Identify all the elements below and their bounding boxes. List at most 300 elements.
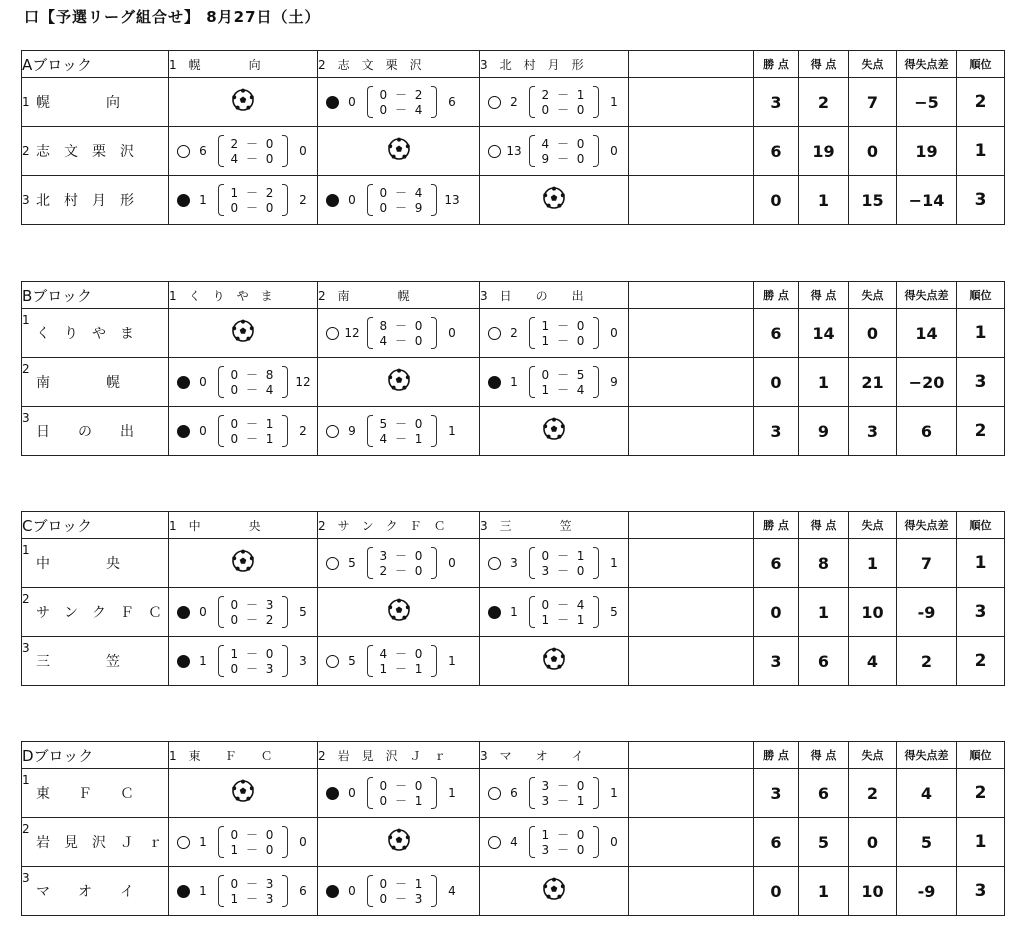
goal-difference-value: 2 — [897, 637, 957, 686]
match-result-cell — [480, 539, 629, 588]
win-circle-icon — [488, 557, 501, 570]
match-result-cell — [169, 867, 318, 916]
first-half-score: 0 － 3 — [230, 598, 276, 612]
soccer-ball-icon — [542, 186, 566, 210]
row-team-name: く り や ま — [36, 326, 134, 342]
second-half-score: 1 － 4 — [541, 383, 587, 397]
blank-cell — [629, 742, 754, 769]
second-half-score: 0 － 1 — [379, 794, 425, 808]
stat-header: 得 点 — [799, 742, 849, 769]
rank-value: 2 — [957, 78, 1005, 127]
row-team — [22, 127, 169, 176]
win-circle-icon — [326, 425, 339, 438]
self-match-cell — [480, 176, 629, 225]
ball-wrap — [387, 598, 411, 626]
win-circle-icon — [488, 787, 501, 800]
header-row — [22, 51, 1005, 78]
column-team-name: 日 の 出 — [499, 288, 584, 303]
first-half-score: 1 － 0 — [541, 319, 587, 333]
self-match-cell — [318, 358, 480, 407]
points-value: 6 — [754, 818, 799, 867]
goals-against-value: 2 — [849, 769, 897, 818]
soccer-ball-icon — [542, 647, 566, 671]
blank-cell — [629, 818, 754, 867]
first-half-score: 0 － 4 — [379, 186, 425, 200]
row-team-number: 2 — [22, 362, 30, 376]
column-team-number: 2 — [318, 748, 338, 763]
ball-wrap — [542, 647, 566, 675]
total-goals-for: 1 — [510, 375, 518, 389]
first-half-score: 0 － 4 — [541, 598, 587, 612]
total-goals-against: 12 — [295, 375, 311, 389]
self-match-cell — [318, 588, 480, 637]
half-scores — [216, 180, 290, 220]
half-scores — [216, 822, 290, 862]
total-goals-for: 12 — [344, 326, 360, 340]
blank-cell — [629, 51, 754, 78]
column-team-number: 1 — [169, 288, 189, 303]
column-team — [480, 51, 629, 78]
goals-against-value: 0 — [849, 127, 897, 176]
rank-value: 1 — [957, 127, 1005, 176]
blank-cell — [629, 127, 754, 176]
row-team — [22, 358, 169, 407]
stat-header: 失点 — [849, 282, 897, 309]
goal-difference-value: −14 — [897, 176, 957, 225]
header-row — [22, 282, 1005, 309]
blank-cell — [629, 637, 754, 686]
first-half-score: 2 － 1 — [541, 88, 587, 102]
league-block — [21, 281, 1005, 456]
total-goals-for: 1 — [510, 605, 518, 619]
column-team-number: 3 — [480, 748, 500, 763]
soccer-ball-icon — [387, 598, 411, 622]
match-result-cell — [169, 127, 318, 176]
rank-value: 1 — [957, 539, 1005, 588]
row-team — [22, 769, 169, 818]
total-goals-against: 9 — [610, 375, 618, 389]
column-team-number: 2 — [318, 57, 338, 72]
total-goals-for: 5 — [348, 654, 356, 668]
match-result-cell — [169, 407, 318, 456]
row-team-number: 1 — [22, 95, 30, 109]
row-team-number: 1 — [22, 543, 30, 557]
column-team — [318, 282, 480, 309]
second-half-score: 9 － 0 — [541, 152, 587, 166]
second-half-score: 0 － 3 — [379, 892, 425, 906]
match-result-cell — [169, 588, 318, 637]
second-half-score: 0 － 4 — [379, 103, 425, 117]
blank-cell — [629, 358, 754, 407]
first-half-score: 5 － 0 — [379, 417, 425, 431]
league-table — [21, 741, 1005, 916]
total-goals-for: 6 — [510, 786, 518, 800]
second-half-score: 0 － 9 — [379, 201, 425, 215]
ball-wrap — [231, 779, 255, 807]
soccer-ball-icon — [387, 137, 411, 161]
total-goals-against: 13 — [444, 193, 460, 207]
rank-value: 3 — [957, 358, 1005, 407]
soccer-ball-icon — [387, 368, 411, 392]
second-half-score: 2 － 0 — [379, 564, 425, 578]
blank-cell — [629, 769, 754, 818]
rank-value: 3 — [957, 588, 1005, 637]
column-team-name: 南 幌 — [337, 288, 410, 303]
loss-dot-icon — [326, 96, 339, 109]
goal-difference-value: -9 — [897, 867, 957, 916]
team-row — [22, 78, 1005, 127]
team-row — [22, 309, 1005, 358]
goal-difference-value: 6 — [897, 407, 957, 456]
half-scores — [527, 82, 601, 122]
points-value: 0 — [754, 588, 799, 637]
first-half-score: 0 － 1 — [230, 417, 276, 431]
ball-wrap — [542, 877, 566, 905]
goal-difference-value: -9 — [897, 588, 957, 637]
row-team — [22, 867, 169, 916]
goals-against-value: 21 — [849, 358, 897, 407]
column-team-name: 三 笠 — [499, 518, 572, 533]
total-goals-for: 1 — [199, 884, 207, 898]
second-half-score: 4 － 0 — [379, 334, 425, 348]
row-team — [22, 309, 169, 358]
first-half-score: 0 － 8 — [230, 368, 276, 382]
stat-header: 得失点差 — [897, 512, 957, 539]
second-half-score: 0 － 4 — [230, 383, 276, 397]
half-scores — [216, 641, 290, 681]
column-team-number: 1 — [169, 518, 189, 533]
total-goals-against: 1 — [448, 654, 456, 668]
row-team — [22, 407, 169, 456]
row-team-number: 2 — [22, 592, 30, 606]
loss-dot-icon — [326, 194, 339, 207]
loss-dot-icon — [488, 606, 501, 619]
points-value: 0 — [754, 358, 799, 407]
points-value: 3 — [754, 407, 799, 456]
blank-cell — [629, 512, 754, 539]
match-result-cell — [318, 407, 480, 456]
ball-wrap — [387, 368, 411, 396]
row-team-name: 幌 向 — [36, 95, 120, 111]
points-value: 3 — [754, 769, 799, 818]
first-half-score: 1 － 0 — [541, 828, 587, 842]
column-team — [480, 512, 629, 539]
second-half-score: 1 － 0 — [541, 334, 587, 348]
loss-dot-icon — [177, 425, 190, 438]
self-match-cell — [169, 539, 318, 588]
row-team-name: マ オ イ — [36, 884, 134, 900]
row-team-number: 3 — [22, 871, 30, 885]
rank-value: 1 — [957, 818, 1005, 867]
total-goals-against: 0 — [610, 144, 618, 158]
team-row — [22, 637, 1005, 686]
first-half-score: 3 － 0 — [379, 549, 425, 563]
column-team — [169, 512, 318, 539]
total-goals-for: 0 — [199, 375, 207, 389]
column-team-name: 中 央 — [188, 518, 261, 533]
row-team-name: 三 笠 — [36, 654, 120, 670]
goals-for-value: 6 — [799, 637, 849, 686]
row-team — [22, 78, 169, 127]
half-scores — [365, 773, 439, 813]
stat-header: 得 点 — [799, 51, 849, 78]
stat-header: 順位 — [957, 512, 1005, 539]
win-circle-icon — [326, 327, 339, 340]
blank-cell — [629, 176, 754, 225]
block-name: Dブロック — [22, 742, 169, 769]
goals-against-value: 15 — [849, 176, 897, 225]
first-half-score: 8 － 0 — [379, 319, 425, 333]
total-goals-against: 5 — [610, 605, 618, 619]
league-block — [21, 50, 1005, 225]
total-goals-against: 2 — [299, 193, 307, 207]
blank-cell — [629, 867, 754, 916]
first-half-score: 1 － 2 — [230, 186, 276, 200]
goals-for-value: 19 — [799, 127, 849, 176]
first-half-score: 4 － 0 — [541, 137, 587, 151]
column-team-name: サ ン ク Ｆ Ｃ — [337, 518, 446, 533]
league-table — [21, 50, 1005, 225]
half-scores — [365, 82, 439, 122]
total-goals-against: 5 — [299, 605, 307, 619]
total-goals-against: 2 — [299, 424, 307, 438]
team-row — [22, 176, 1005, 225]
row-team-name: 中 央 — [36, 556, 120, 572]
soccer-ball-icon — [387, 828, 411, 852]
loss-dot-icon — [177, 655, 190, 668]
rank-value: 2 — [957, 637, 1005, 686]
row-team-name: 岩 見 沢 Ｊ ｒ — [36, 835, 162, 851]
column-team — [169, 742, 318, 769]
league-block — [21, 511, 1005, 686]
column-team-number: 3 — [480, 288, 500, 303]
stat-header: 得失点差 — [897, 282, 957, 309]
points-value: 6 — [754, 127, 799, 176]
total-goals-for: 3 — [510, 556, 518, 570]
column-team — [169, 282, 318, 309]
first-half-score: 3 － 0 — [541, 779, 587, 793]
points-value: 3 — [754, 78, 799, 127]
row-team-name: 日 の 出 — [36, 424, 134, 440]
soccer-ball-icon — [231, 88, 255, 112]
team-row — [22, 358, 1005, 407]
half-scores — [527, 131, 601, 171]
match-result-cell — [480, 127, 629, 176]
total-goals-against: 6 — [448, 95, 456, 109]
soccer-ball-icon — [231, 779, 255, 803]
stat-header: 勝 点 — [754, 282, 799, 309]
goal-difference-value: −20 — [897, 358, 957, 407]
goal-difference-value: 7 — [897, 539, 957, 588]
stat-header: 失点 — [849, 742, 897, 769]
rank-value: 1 — [957, 309, 1005, 358]
column-team-number: 3 — [480, 57, 500, 72]
match-result-cell — [318, 637, 480, 686]
goals-against-value: 1 — [849, 539, 897, 588]
total-goals-for: 0 — [348, 95, 356, 109]
goals-against-value: 4 — [849, 637, 897, 686]
row-team-number: 3 — [22, 641, 30, 655]
half-scores — [527, 822, 601, 862]
league-table — [21, 281, 1005, 456]
stat-header: 勝 点 — [754, 742, 799, 769]
ball-wrap — [542, 417, 566, 445]
second-half-score: 4 － 1 — [379, 432, 425, 446]
row-team-number: 3 — [22, 193, 30, 207]
goals-for-value: 9 — [799, 407, 849, 456]
row-team — [22, 818, 169, 867]
goals-for-value: 8 — [799, 539, 849, 588]
goals-against-value: 0 — [849, 309, 897, 358]
goal-difference-value: −5 — [897, 78, 957, 127]
points-value: 0 — [754, 867, 799, 916]
page-title: 口【予選リーグ組合せ】 8月27日（土） — [24, 8, 321, 26]
column-team-number: 2 — [318, 288, 338, 303]
win-circle-icon — [488, 96, 501, 109]
half-scores — [527, 362, 601, 402]
loss-dot-icon — [326, 885, 339, 898]
match-result-cell — [480, 309, 629, 358]
goals-against-value: 7 — [849, 78, 897, 127]
first-half-score: 0 － 0 — [379, 779, 425, 793]
goals-for-value: 1 — [799, 867, 849, 916]
total-goals-for: 2 — [510, 95, 518, 109]
stat-header: 順位 — [957, 282, 1005, 309]
second-half-score: 3 － 0 — [541, 843, 587, 857]
league-block — [21, 741, 1005, 916]
team-row — [22, 588, 1005, 637]
second-half-score: 0 － 2 — [230, 613, 276, 627]
total-goals-for: 4 — [510, 835, 518, 849]
match-result-cell — [169, 176, 318, 225]
goal-difference-value: 14 — [897, 309, 957, 358]
total-goals-for: 9 — [348, 424, 356, 438]
total-goals-against: 0 — [299, 835, 307, 849]
total-goals-for: 13 — [506, 144, 522, 158]
team-row — [22, 769, 1005, 818]
half-scores — [216, 131, 290, 171]
block-name: Aブロック — [22, 51, 169, 78]
stat-header: 得失点差 — [897, 742, 957, 769]
total-goals-for: 6 — [199, 144, 207, 158]
half-scores — [527, 592, 601, 632]
self-match-cell — [169, 309, 318, 358]
half-scores — [527, 773, 601, 813]
column-team — [480, 742, 629, 769]
points-value: 6 — [754, 539, 799, 588]
row-team — [22, 176, 169, 225]
block-name: Cブロック — [22, 512, 169, 539]
row-team — [22, 637, 169, 686]
goal-difference-value: 19 — [897, 127, 957, 176]
goals-for-value: 2 — [799, 78, 849, 127]
first-half-score: 4 － 0 — [379, 647, 425, 661]
match-result-cell — [169, 818, 318, 867]
column-team-name: 幌 向 — [188, 57, 261, 72]
total-goals-against: 1 — [610, 786, 618, 800]
first-half-score: 0 － 2 — [379, 88, 425, 102]
goals-for-value: 1 — [799, 358, 849, 407]
ball-wrap — [387, 137, 411, 165]
ball-wrap — [231, 549, 255, 577]
self-match-cell — [480, 407, 629, 456]
goals-against-value: 3 — [849, 407, 897, 456]
points-value: 3 — [754, 637, 799, 686]
loss-dot-icon — [177, 885, 190, 898]
total-goals-against: 0 — [610, 326, 618, 340]
goals-against-value: 10 — [849, 588, 897, 637]
second-half-score: 0 － 1 — [230, 432, 276, 446]
stat-header: 勝 点 — [754, 512, 799, 539]
total-goals-against: 0 — [610, 835, 618, 849]
total-goals-against: 6 — [299, 884, 307, 898]
total-goals-for: 0 — [199, 424, 207, 438]
row-team-number: 1 — [22, 313, 30, 327]
second-half-score: 0 － 3 — [230, 662, 276, 676]
blank-cell — [629, 407, 754, 456]
win-circle-icon — [326, 557, 339, 570]
match-result-cell — [318, 539, 480, 588]
second-half-score: 4 － 0 — [230, 152, 276, 166]
column-team-name: 東 Ｆ Ｃ — [188, 748, 273, 763]
second-half-score: 0 － 0 — [230, 201, 276, 215]
row-team-number: 1 — [22, 773, 30, 787]
half-scores — [216, 362, 290, 402]
ball-wrap — [231, 319, 255, 347]
header-row — [22, 512, 1005, 539]
match-result-cell — [480, 588, 629, 637]
total-goals-for: 1 — [199, 654, 207, 668]
team-row — [22, 539, 1005, 588]
blank-cell — [629, 588, 754, 637]
first-half-score: 0 － 3 — [230, 877, 276, 891]
stat-header: 失点 — [849, 51, 897, 78]
blank-cell — [629, 78, 754, 127]
match-result-cell — [318, 309, 480, 358]
column-team-number: 2 — [318, 518, 338, 533]
soccer-ball-icon — [231, 319, 255, 343]
blank-cell — [629, 539, 754, 588]
block-name: Bブロック — [22, 282, 169, 309]
match-result-cell — [318, 78, 480, 127]
league-table — [21, 511, 1005, 686]
column-team-name: 岩 見 沢 Ｊ ｒ — [337, 748, 446, 763]
half-scores — [216, 592, 290, 632]
loss-dot-icon — [488, 376, 501, 389]
total-goals-for: 0 — [199, 605, 207, 619]
ball-wrap — [231, 88, 255, 116]
row-team-name: 志 文 栗 沢 — [36, 144, 134, 160]
column-team-name: 志 文 栗 沢 — [337, 57, 422, 72]
points-value: 6 — [754, 309, 799, 358]
half-scores — [365, 180, 439, 220]
half-scores — [365, 871, 439, 911]
half-scores — [527, 543, 601, 583]
goals-for-value: 6 — [799, 769, 849, 818]
total-goals-for: 0 — [348, 193, 356, 207]
self-match-cell — [169, 78, 318, 127]
stat-header: 得失点差 — [897, 51, 957, 78]
column-team — [169, 51, 318, 78]
first-half-score: 0 － 0 — [230, 828, 276, 842]
team-row — [22, 867, 1005, 916]
team-row — [22, 407, 1005, 456]
goal-difference-value: 4 — [897, 769, 957, 818]
first-half-score: 0 － 1 — [541, 549, 587, 563]
win-circle-icon — [326, 655, 339, 668]
self-match-cell — [169, 769, 318, 818]
second-half-score: 1 － 1 — [541, 613, 587, 627]
